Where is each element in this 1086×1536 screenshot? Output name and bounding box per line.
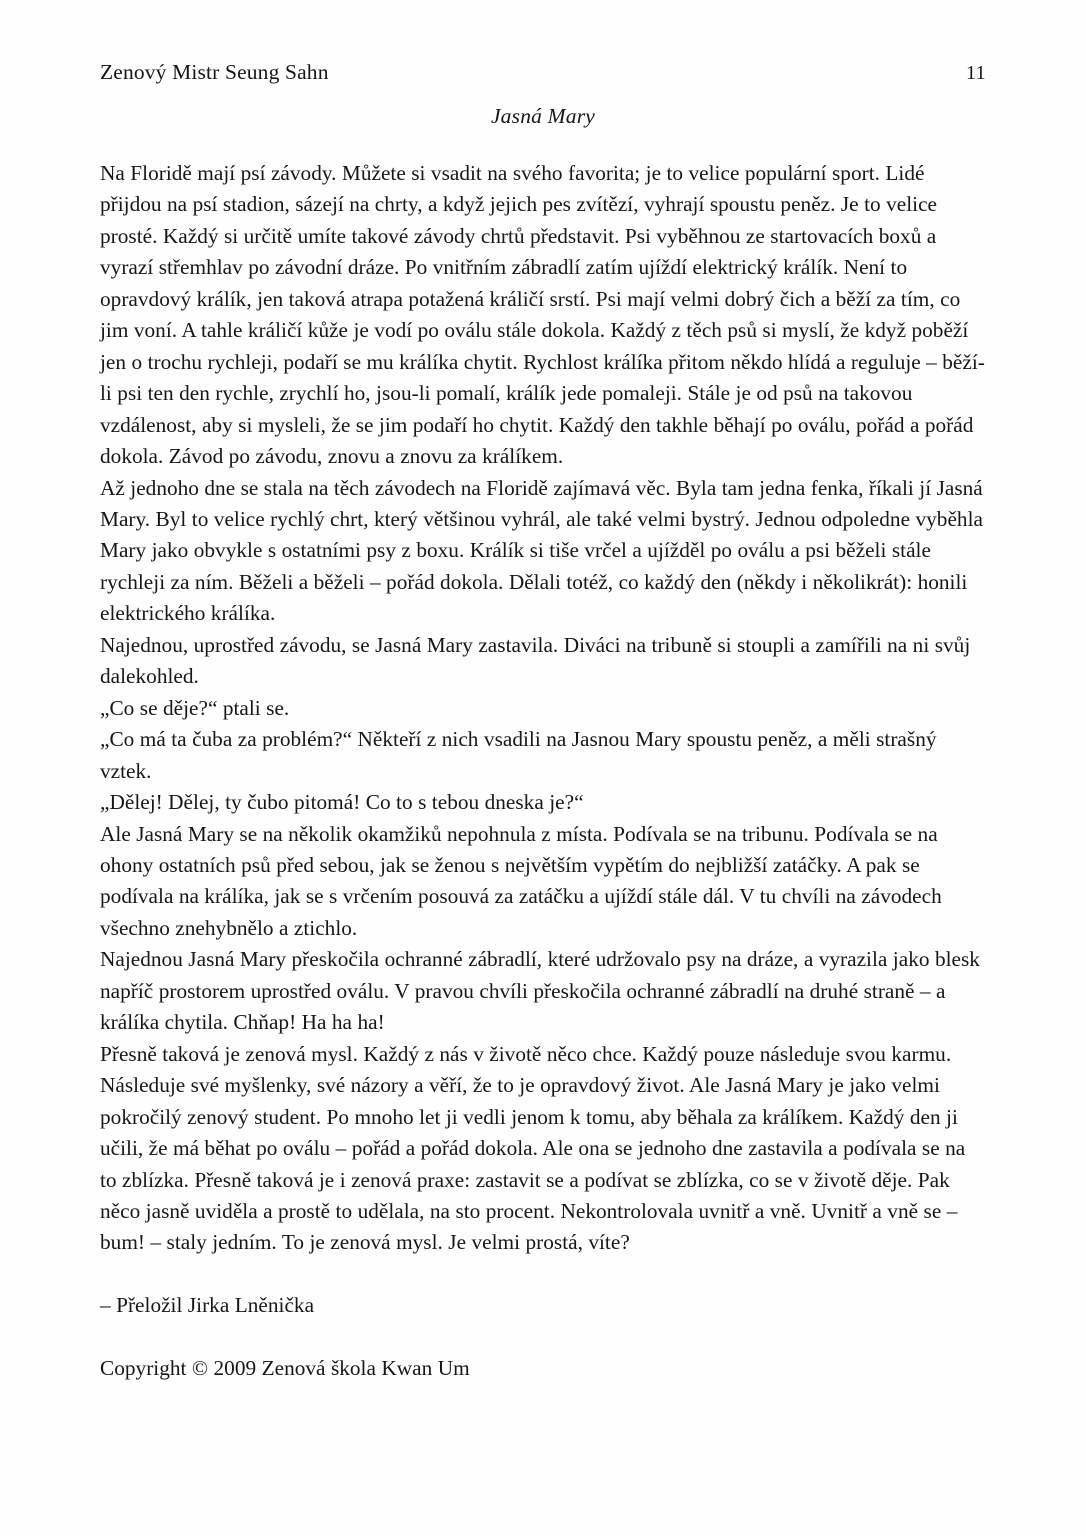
paragraph-dialogue: „Dělej! Dělej, ty čubo pitomá! Co to s tebou dneska je?“ <box>100 790 584 815</box>
running-head-title: Zenový Mistr Seung Sahn <box>100 60 329 84</box>
paragraph: Až jednoho dne se stala na těch závodech na Floridě zajímavá věc. Byla tam jedna fenka, říkali jí Jasná Mary. Byl to velice rychlý chrt, který většinou vyhrál, ale také velmi bystrý. Jednou odpoledne vyběhla Mary jako obvykle s ostatními psy z boxu. Králík si tiše vrčel a ujížděl po oválu a psi běželi stále rychleji za ním. Běželi a běželi – pořád dokola. Dělali totéž, co každý den (někdy i několikrát): honili elektrického králíka. <box>100 475 983 626</box>
translator-credit: – Přeložil Jirka Lněnička <box>100 1293 315 1318</box>
paragraph: Najednou, uprostřed závodu, se Jasná Mary zastavila. Diváci na tribuně si stoupli a zamířili na ni svůj dalekohled. <box>100 632 971 689</box>
paragraph-dialogue: „Co se děje?“ ptali se. <box>100 695 290 720</box>
paragraph-dialogue: „Co má ta čuba za problém?“ Někteří z nich vsadili na Jasnou Mary spoustu peněz, a měli strašný vztek. <box>100 727 937 783</box>
paragraph: Najednou Jasná Mary přeskočila ochranné zábradlí, které udržovalo psy na dráze, a vyrazila jako blesk napříč prostorem uprostřed oválu. V pravou chvíli přeskočila ochranné zábradlí na druhé straně – a králíka chytila. Chňap! Ha ha ha! <box>100 947 980 1035</box>
article-title: Jasná Mary <box>490 104 596 128</box>
paragraph: Ale Jasná Mary se na několik okamžiků nepohnula z místa. Podívala se na tribunu. Podívala se na ohony ostatních psů před sebou, jak se ženou s největším vypětím do nejbližší zatáčky. A pak se podívala na králíka, jak se s vrčením posouvá za zatáčku a ujíždí stále dál. V tu chvíli na závodech všechno znehybnělo a ztichlo. <box>100 821 942 940</box>
copyright-notice: Copyright © 2009 Zenová škola Kwan Um <box>100 1356 470 1381</box>
paragraph: Přesně taková je zenová mysl. Každý z nás v životě něco chce. Každý pouze následuje svou karmu. Následuje své myšlenky, své názory a věří, že to je opravdový život. Ale Jasná Mary je jako velmi pokročilý zenový student. Po mnoho let ji vedli jenom k tomu, aby běhala za králíkem. Každý den ji učili, že má běhat po oválu – pořád a pořád dokola. Ale ona se jednoho dne zastavila a podívala se na to zblízka. Přesně taková je i zenová praxe: zastavit se a podívat se zblízka, co se v životě děje. Pak něco jasně uviděla a prostě to udělala, na sto procent. Nekontrolovala uvnitř a vně. Uvnitř a vně se – bum! – staly jedním. To je zenová mysl. Je velmi prostá, víte? <box>100 1041 966 1255</box>
body-text <box>100 158 986 1385</box>
page-number: 11 <box>965 62 986 84</box>
running-head <box>100 62 986 84</box>
paragraph: Na Floridě mají psí závody. Můžete si vsadit na svého favorita; je to velice populární sport. Lidé přijdou na psí stadion, sázejí na chrty, a když jejich pes zvítězí, vyhrají spoustu peněz. Je to velice prosté. Každý si určitě umíte takové závody chrtů představit. Psi vyběhnou ze startovacích boxů a vyrazí střemhlav po závodní dráze. Po vnitřním zábradlí zatím ujíždí elektrický králík. Není to opravdový králík, jen taková atrapa potažená králičí srstí. Psi mají velmi dobrý čich a běží za tím, co jim voní. A tahle králičí kůže je vodí po oválu stále dokola. Každý z těch psů si myslí, že když poběží jen o trochu rychleji, podaří se mu králíka chytit. Rychlost králíka přitom někdo hlídá a reguluje – běží-li psi ten den rychle, zrychlí ho, jsou-li pomalí, králík jede pomaleji. Stále je od psů na takovou vzdálenost, aby si mysleli, že se jim podaří ho chytit. Každý den takhle běhají po oválu, pořád a pořád dokola. Závod po závodu, znovu a znovu za králíkem. <box>100 161 985 469</box>
